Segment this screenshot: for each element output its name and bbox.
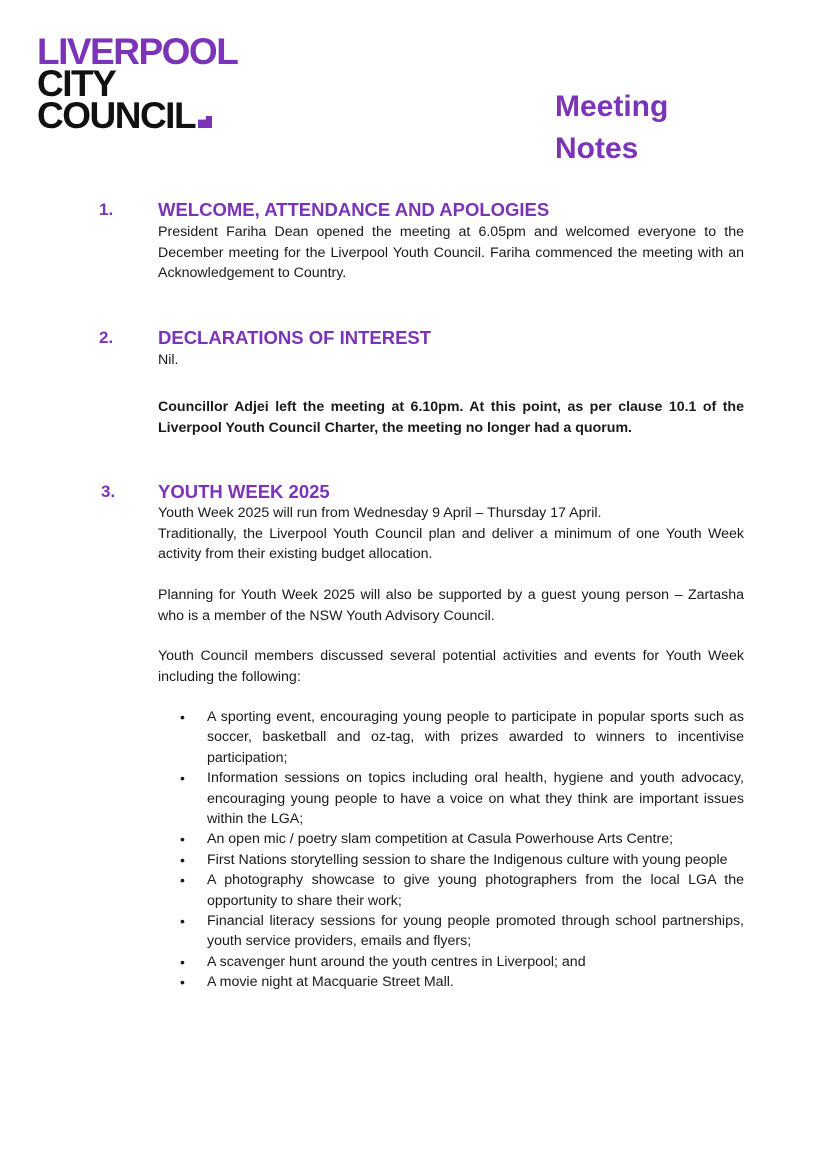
youth-week-paragraph-2: Planning for Youth Week 2025 will also be supported by a guest young person – Zartasha who is a member of the NSW Youth Advisory Council.: [158, 587, 744, 624]
logo-council-text: COUNCIL: [37, 95, 196, 136]
list-item: • An open mic / poetry slam competition at Casula Powerhouse Arts Centre;: [158, 829, 744, 849]
list-item: • A movie night at Macquarie Street Mall.: [158, 972, 744, 992]
title-line-2: Notes: [555, 132, 639, 165]
section-number: 2.: [99, 328, 114, 347]
youth-week-tradition: Traditionally, the Liverpool Youth Council plan and deliver a minimum of one Youth Week activity from their existing budget allocation.: [158, 525, 744, 562]
section-paragraph: Nil.: [158, 352, 179, 368]
document-title: [555, 86, 668, 170]
list-item: • Financial literacy sessions for young people promoted through school partnerships, youth service providers, emails and flyers;: [158, 911, 744, 952]
logo-mark-icon: [198, 116, 212, 128]
activity-list: [158, 707, 744, 993]
list-item: • A sporting event, encouraging young people to participate in popular sports such as soccer, basketball and oz-tag, with prizes awarded to winners to incentivise participation;: [158, 707, 744, 768]
logo-line-council: [37, 95, 237, 136]
section-heading: YOUTH WEEK 2025: [158, 481, 330, 502]
logo-line-liverpool: LIVERPOOL: [37, 31, 238, 72]
section-heading: WELCOME, ATTENDANCE AND APOLOGIES: [158, 199, 550, 220]
council-logo: [37, 31, 238, 136]
youth-week-paragraph-3: Youth Council members discussed several potential activities and events for Youth Week including the following:: [158, 648, 744, 685]
section-paragraph: President Fariha Dean opened the meeting at 6.05pm and welcomed everyone to the December meeting for the Liverpool Youth Council. Fariha commenced the meeting with an Acknowledgement to Country.: [158, 224, 744, 281]
title-line-1: Meeting: [555, 90, 669, 123]
list-item: • A scavenger hunt around the youth centres in Liverpool; and: [158, 952, 744, 972]
section-heading: DECLARATIONS OF INTEREST: [158, 327, 432, 348]
list-item: • A photography showcase to give young photographers from the local LGA the opportunity to share their work;: [158, 870, 744, 911]
logo-line-city: CITY: [37, 63, 116, 104]
youth-week-dates: Youth Week 2025 will run from Wednesday 9 April – Thursday 17 April.: [158, 505, 602, 521]
youth-week-paragraph-1: [158, 503, 744, 565]
section-number: 1.: [99, 200, 114, 219]
section-number: 3.: [101, 482, 116, 501]
quorum-note: Councillor Adjei left the meeting at 6.10pm. At this point, as per clause 10.1 of the Liverpool Youth Council Charter, the meeting no longer had a quorum.: [158, 399, 744, 436]
list-item: • First Nations storytelling session to share the Indigenous culture with young people: [158, 850, 744, 870]
list-item: • Information sessions on topics including oral health, hygiene and youth advocacy, encouraging young people to have a voice on what they think are important issues within the LGA;: [158, 768, 744, 829]
